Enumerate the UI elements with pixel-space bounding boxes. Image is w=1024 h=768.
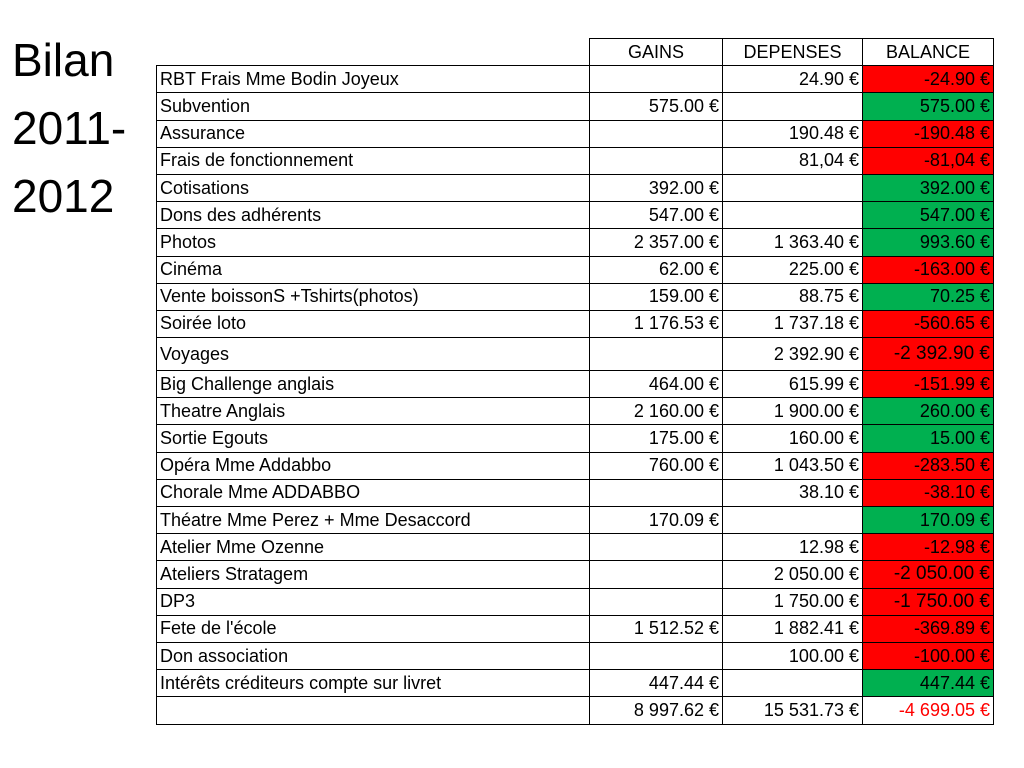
table-row — [157, 256, 994, 283]
row-gains: 1 176.53 € — [590, 310, 723, 337]
row-label: Photos — [157, 229, 590, 256]
row-label: Theatre Anglais — [157, 398, 590, 425]
totals-balance: -4 699.05 € — [863, 697, 994, 724]
row-label: Chorale Mme ADDABBO — [157, 479, 590, 506]
row-balance: 260.00 € — [863, 398, 994, 425]
totals-label — [157, 697, 590, 724]
table-row — [157, 670, 994, 697]
row-gains — [590, 642, 723, 669]
row-depenses: 38.10 € — [723, 479, 863, 506]
row-gains — [590, 338, 723, 371]
row-depenses: 1 363.40 € — [723, 229, 863, 256]
row-label: DP3 — [157, 588, 590, 615]
row-depenses — [723, 174, 863, 201]
row-label: Voyages — [157, 338, 590, 371]
row-label: Big Challenge anglais — [157, 371, 590, 398]
header-gains: GAINS — [590, 39, 723, 66]
row-depenses: 1 882.41 € — [723, 615, 863, 642]
table-row — [157, 398, 994, 425]
row-gains — [590, 120, 723, 147]
table-row — [157, 283, 994, 310]
row-gains — [590, 147, 723, 174]
row-gains: 170.09 € — [590, 507, 723, 534]
header-row — [157, 39, 994, 66]
row-balance: -38.10 € — [863, 479, 994, 506]
row-depenses: 2 050.00 € — [723, 561, 863, 588]
row-balance: 392.00 € — [863, 174, 994, 201]
row-balance: -283.50 € — [863, 452, 994, 479]
row-gains: 547.00 € — [590, 202, 723, 229]
row-gains: 2 357.00 € — [590, 229, 723, 256]
row-depenses: 1 737.18 € — [723, 310, 863, 337]
row-gains: 760.00 € — [590, 452, 723, 479]
row-label: Cinéma — [157, 256, 590, 283]
row-depenses: 615.99 € — [723, 371, 863, 398]
row-gains — [590, 534, 723, 561]
table-row — [157, 229, 994, 256]
row-balance: -2 392.90 € — [863, 338, 994, 371]
row-balance: -560.65 € — [863, 310, 994, 337]
totals-row — [157, 697, 994, 724]
title-line-1: Bilan — [12, 34, 115, 86]
row-label: Cotisations — [157, 174, 590, 201]
row-label: Frais de fonctionnement — [157, 147, 590, 174]
row-label: Vente boissonS +Tshirts(photos) — [157, 283, 590, 310]
row-gains — [590, 479, 723, 506]
totals-depenses: 15 531.73 € — [723, 697, 863, 724]
row-gains: 575.00 € — [590, 93, 723, 120]
row-label: Assurance — [157, 120, 590, 147]
row-gains: 159.00 € — [590, 283, 723, 310]
row-gains — [590, 66, 723, 93]
row-depenses: 1 043.50 € — [723, 452, 863, 479]
table-row — [157, 371, 994, 398]
row-balance: 575.00 € — [863, 93, 994, 120]
table-row — [157, 561, 994, 588]
row-depenses — [723, 93, 863, 120]
title-line-2: 2011- — [12, 102, 127, 154]
table-row — [157, 615, 994, 642]
row-label: RBT Frais Mme Bodin Joyeux — [157, 66, 590, 93]
row-balance: 70.25 € — [863, 283, 994, 310]
row-label: Sortie Egouts — [157, 425, 590, 452]
row-label: Fete de l'école — [157, 615, 590, 642]
table-row — [157, 479, 994, 506]
row-gains: 2 160.00 € — [590, 398, 723, 425]
table-row — [157, 534, 994, 561]
row-label: Subvention — [157, 93, 590, 120]
row-balance: 547.00 € — [863, 202, 994, 229]
header-balance: BALANCE — [863, 39, 994, 66]
row-label: Dons des adhérents — [157, 202, 590, 229]
row-balance: 170.09 € — [863, 507, 994, 534]
row-balance: -12.98 € — [863, 534, 994, 561]
row-gains — [590, 588, 723, 615]
table-row — [157, 147, 994, 174]
row-balance: -151.99 € — [863, 371, 994, 398]
table-row — [157, 452, 994, 479]
row-balance: -100.00 € — [863, 642, 994, 669]
row-depenses — [723, 202, 863, 229]
row-gains: 175.00 € — [590, 425, 723, 452]
row-depenses: 1 900.00 € — [723, 398, 863, 425]
totals-gains: 8 997.62 € — [590, 697, 723, 724]
row-depenses: 88.75 € — [723, 283, 863, 310]
balance-table — [156, 38, 994, 725]
table-row — [157, 66, 994, 93]
row-balance: -190.48 € — [863, 120, 994, 147]
table-row — [157, 93, 994, 120]
title-line-3: 2012 — [12, 170, 115, 222]
row-label: Opéra Mme Addabbo — [157, 452, 590, 479]
row-depenses: 81,04 € — [723, 147, 863, 174]
table-row — [157, 642, 994, 669]
table-row — [157, 310, 994, 337]
row-balance: -81,04 € — [863, 147, 994, 174]
header-blank-cell — [157, 39, 590, 66]
row-gains: 447.44 € — [590, 670, 723, 697]
row-label: Atelier Mme Ozenne — [157, 534, 590, 561]
header-depenses: DEPENSES — [723, 39, 863, 66]
row-depenses — [723, 507, 863, 534]
row-balance: 993.60 € — [863, 229, 994, 256]
row-depenses: 12.98 € — [723, 534, 863, 561]
table-row — [157, 588, 994, 615]
row-balance: -369.89 € — [863, 615, 994, 642]
row-depenses: 100.00 € — [723, 642, 863, 669]
row-balance: -24.90 € — [863, 66, 994, 93]
row-balance: -1 750.00 € — [863, 588, 994, 615]
row-depenses: 1 750.00 € — [723, 588, 863, 615]
page-title — [12, 26, 152, 230]
row-label: Don association — [157, 642, 590, 669]
row-label: Soirée loto — [157, 310, 590, 337]
row-gains: 464.00 € — [590, 371, 723, 398]
row-depenses: 160.00 € — [723, 425, 863, 452]
row-gains — [590, 561, 723, 588]
row-depenses: 2 392.90 € — [723, 338, 863, 371]
table-row — [157, 120, 994, 147]
table-row — [157, 425, 994, 452]
row-depenses: 190.48 € — [723, 120, 863, 147]
row-label: Intérêts créditeurs compte sur livret — [157, 670, 590, 697]
table-row — [157, 174, 994, 201]
table-row — [157, 507, 994, 534]
row-balance: 15.00 € — [863, 425, 994, 452]
row-gains: 392.00 € — [590, 174, 723, 201]
row-label: Ateliers Stratagem — [157, 561, 590, 588]
table-row — [157, 338, 994, 371]
row-depenses: 225.00 € — [723, 256, 863, 283]
table-row — [157, 202, 994, 229]
row-balance: 447.44 € — [863, 670, 994, 697]
row-depenses — [723, 670, 863, 697]
row-label: Théatre Mme Perez + Mme Desaccord — [157, 507, 590, 534]
row-depenses: 24.90 € — [723, 66, 863, 93]
row-balance: -2 050.00 € — [863, 561, 994, 588]
row-balance: -163.00 € — [863, 256, 994, 283]
row-gains: 62.00 € — [590, 256, 723, 283]
row-gains: 1 512.52 € — [590, 615, 723, 642]
